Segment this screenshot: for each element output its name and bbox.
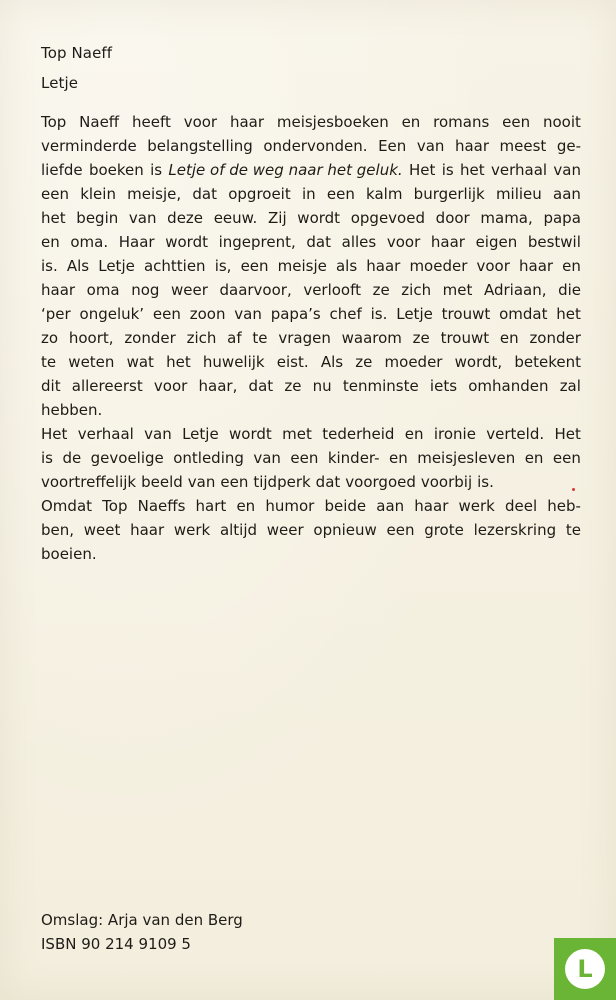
blurb-word: trouwt (441, 305, 491, 323)
blurb-word: van (553, 161, 581, 179)
blurb-word: en (499, 329, 519, 347)
blurb-word: Omdat (41, 497, 93, 515)
blurb-word: van (234, 305, 262, 323)
blurb-word: het (460, 161, 485, 179)
watermark-circle (565, 949, 605, 989)
blurb-word: is (441, 161, 454, 179)
blurb-word: haar (414, 497, 449, 515)
blurb-word: een (152, 305, 181, 323)
blurb-word: omhanden (468, 377, 549, 395)
blurb-word: is. (370, 305, 388, 323)
author-name: Top Naeff (41, 44, 113, 62)
blurb-word: Een (378, 137, 407, 155)
blurb-word: van (144, 425, 172, 443)
blurb-word: te (252, 329, 268, 347)
blurb-word: een (552, 449, 581, 467)
blurb-word: voor (183, 113, 218, 131)
blurb-word: deel (505, 497, 538, 515)
blurb-word: heb- (547, 497, 581, 515)
blurb-line (41, 230, 581, 254)
blurb-word: haar (366, 257, 401, 275)
blurb-word: door (435, 209, 470, 227)
blurb-word: ‘per (41, 305, 71, 323)
blurb-word: kalm (366, 185, 403, 203)
blurb-word: en (404, 425, 424, 443)
blurb-line (41, 278, 581, 302)
blurb-word: haar (430, 233, 465, 251)
blurb-word: omdat (499, 305, 548, 323)
blurb-word: Naeff (79, 113, 120, 131)
blurb-line (41, 326, 581, 350)
book-title: Letje (41, 74, 79, 92)
blurb-word: in (301, 185, 316, 203)
blurb-word: ge- (556, 137, 581, 155)
blurb-word: verhaal (77, 425, 134, 443)
blurb-word: met (442, 281, 473, 299)
colophon (41, 908, 243, 956)
blurb-word: als (335, 257, 358, 275)
blurb-word: mama, (480, 209, 533, 227)
blurb-text (41, 110, 581, 566)
blurb-word: daarvoor, (219, 281, 292, 299)
blurb-line (41, 110, 581, 134)
blurb-word: werk (173, 521, 211, 539)
blurb-word: dat (306, 233, 332, 251)
blurb-word: een (502, 113, 531, 131)
blurb-word: weer (171, 281, 208, 299)
blurb-word: wordt (165, 233, 208, 251)
blurb-word: voorbij (420, 473, 473, 491)
blurb-word: en (41, 233, 60, 251)
blurb-word: klein (80, 185, 116, 203)
blurb-line (41, 134, 581, 158)
blurb-word: een (240, 257, 269, 275)
blurb-word: te (41, 353, 57, 371)
blurb-word: liefde (41, 161, 83, 179)
blurb-word: trouwt (440, 329, 490, 347)
blurb-word: Letje (98, 257, 135, 275)
blurb-word: ze (355, 353, 373, 371)
blurb-line (41, 254, 581, 278)
blurb-word: een (326, 185, 355, 203)
blurb-word: een (220, 473, 249, 491)
blurb-word: Top (102, 497, 128, 515)
blurb-word: dat (192, 185, 217, 203)
blurb-word: een (386, 521, 415, 539)
blurb-word: van (253, 449, 281, 467)
blurb-word: ze (284, 377, 302, 395)
blurb-word: Zij (268, 209, 287, 227)
blurb-word: oma. (70, 233, 109, 251)
blurb-word: meisjesleven (417, 449, 516, 467)
blurb-line (41, 470, 581, 494)
blurb-word: papa’s (270, 305, 321, 323)
blurb-word: verteld. (486, 425, 545, 443)
blurb-word: dat (248, 377, 274, 395)
blurb-word: ironie (433, 425, 476, 443)
blurb-word: opgevoed (350, 209, 425, 227)
cover-credit: Omslag: Arja van den Berg (41, 911, 243, 929)
blurb-word: meisje (277, 257, 327, 275)
blurb-word: voorgoed (345, 473, 416, 491)
blurb-word: de (62, 449, 82, 467)
blurb-word: Als (320, 353, 344, 371)
blurb-word: en (524, 449, 544, 467)
blurb-word: een (41, 185, 69, 203)
blurb-word: belangstelling (147, 137, 253, 155)
blurb-word: begin (76, 209, 119, 227)
blurb-line (41, 446, 581, 470)
blurb-word: eist. (276, 353, 309, 371)
blurb-word: haar (454, 137, 489, 155)
blurb-word: tenminste (342, 377, 419, 395)
blurb-word: gevoelige (90, 449, 164, 467)
blurb-word: wordt, (454, 353, 503, 371)
blurb-word: voortreffelijk (41, 473, 137, 491)
blurb-word: voor (153, 377, 188, 395)
blurb-word: wordt (297, 209, 341, 227)
blurb-word: weten (68, 353, 115, 371)
blurb-word: haar (519, 257, 554, 275)
blurb-line (41, 302, 581, 326)
blurb-line (41, 182, 581, 206)
blurb-word: een (290, 449, 319, 467)
site-watermark-logo (554, 938, 616, 1000)
blurb-word: altijd (219, 521, 258, 539)
blurb-word: van (128, 209, 157, 227)
blurb-word: is. (41, 257, 58, 275)
blurb-line (41, 494, 581, 518)
blurb-word: opnieuw (313, 521, 377, 539)
blurb-word: grote (424, 521, 464, 539)
print-speck (572, 488, 575, 491)
blurb-word: chef (329, 305, 362, 323)
blurb-word: verhaal (490, 161, 548, 179)
blurb-word: Het (554, 425, 581, 443)
blurb-word: haar (41, 281, 76, 299)
blurb-word: papa (543, 209, 581, 227)
blurb-word: humor (265, 497, 315, 515)
blurb-word: weet (83, 521, 121, 539)
blurb-word: ingeprent, (218, 233, 296, 251)
blurb-word: oma (86, 281, 120, 299)
blurb-word: bestwil (527, 233, 581, 251)
blurb-word: vragen (278, 329, 331, 347)
watermark-glyph: L (577, 955, 593, 983)
blurb-word: waarom (341, 329, 402, 347)
blurb-word: zonder (124, 329, 176, 347)
blurb-word: af (227, 329, 242, 347)
blurb-word: iets (429, 377, 458, 395)
blurb-word: meisjesboeken (276, 113, 389, 131)
blurb-word: ongeluk’ (79, 305, 145, 323)
blurb-line (41, 422, 581, 446)
blurb-word: Adriaan, (483, 281, 547, 299)
blurb-word: zich (401, 281, 432, 299)
blurb-word: beeld (141, 473, 183, 491)
blurb-word: haar (130, 521, 165, 539)
blurb-word: en (401, 113, 421, 131)
blurb-word: Het (41, 425, 68, 443)
blurb-line (41, 374, 581, 398)
blurb-line (41, 398, 581, 422)
blurb-word: het (41, 209, 66, 227)
blurb-word: Als (66, 257, 90, 275)
blurb-word: zonder (529, 329, 581, 347)
blurb-word: van (416, 137, 445, 155)
blurb-word: achttien (143, 257, 206, 275)
blurb-word: dat (315, 473, 341, 491)
blurb-word: lezerskring (473, 521, 557, 539)
blurb-word: meest (499, 137, 547, 155)
blurb-word: Letje (182, 425, 219, 443)
blurb-word: ondervonden. (263, 137, 368, 155)
blurb-word: boeken (88, 161, 144, 179)
blurb-word: ontleding (173, 449, 244, 467)
blurb-word: aan (553, 185, 581, 203)
blurb-word: Het (409, 161, 436, 179)
blurb-word: Haar (118, 233, 155, 251)
blurb-word: zich (186, 329, 217, 347)
blurb-word: en (389, 449, 408, 467)
blurb-word: voor (476, 257, 510, 275)
blurb-word: huwelijk (202, 353, 265, 371)
blurb-word: verlooft (303, 281, 362, 299)
blurb-word: van (187, 473, 216, 491)
blurb-word: wat (126, 353, 154, 371)
blurb-word: het (556, 305, 581, 323)
book-title-italic: Letje of de weg naar het geluk. (168, 161, 403, 179)
blurb-word: nog (131, 281, 160, 299)
blurb-word: boeien. (41, 545, 97, 563)
blurb-word: haar, (198, 377, 238, 395)
blurb-word: Top (41, 113, 67, 131)
blurb-word: ben, (41, 521, 75, 539)
blurb-word: ze (372, 281, 390, 299)
blurb-word: heeft (131, 113, 171, 131)
blurb-word: werk (458, 497, 495, 515)
blurb-word: en (562, 257, 581, 275)
blurb-word: is, (214, 257, 232, 275)
blurb-word: deze (167, 209, 204, 227)
blurb-word: aan (376, 497, 405, 515)
blurb-word: is (41, 449, 53, 467)
blurb-word: zo (41, 329, 59, 347)
blurb-word: is (150, 161, 163, 179)
blurb-word: die (558, 281, 581, 299)
blurb-word: tijdperk (253, 473, 311, 491)
blurb-word: beide (324, 497, 367, 515)
blurb-line (41, 158, 581, 182)
blurb-word: weer (266, 521, 304, 539)
book-header (41, 38, 112, 98)
blurb-line (41, 350, 581, 374)
blurb-word: verminderde (41, 137, 137, 155)
blurb-word: Letje (396, 305, 433, 323)
blurb-word: wordt (229, 425, 272, 443)
blurb-line (41, 542, 581, 566)
blurb-word: ze (412, 329, 430, 347)
blurb-word: voor (386, 233, 421, 251)
blurb-word: met (282, 425, 312, 443)
blurb-word: moeder (384, 353, 443, 371)
isbn-number: ISBN 90 214 9109 5 (41, 935, 191, 953)
blurb-word: betekent (514, 353, 581, 371)
blurb-word: is. (477, 473, 494, 491)
blurb-word: tederheid (322, 425, 395, 443)
blurb-word: nu (312, 377, 332, 395)
blurb-word: eeuw. (213, 209, 258, 227)
blurb-word: opgroeit (228, 185, 291, 203)
blurb-word: zoon (189, 305, 226, 323)
blurb-word: milieu (495, 185, 542, 203)
blurb-word: moeder (409, 257, 468, 275)
blurb-word: alles (341, 233, 377, 251)
blurb-word: burgerlijk (413, 185, 485, 203)
blurb-word: dit (41, 377, 61, 395)
blurb-word: romans (433, 113, 490, 131)
blurb-word: het (166, 353, 191, 371)
blurb-word: en (236, 497, 256, 515)
blurb-word: hoort, (68, 329, 114, 347)
blurb-line (41, 518, 581, 542)
blurb-word: eigen (475, 233, 518, 251)
blurb-word: allereerst (71, 377, 143, 395)
blurb-word: kinder- (327, 449, 380, 467)
blurb-word: te (565, 521, 581, 539)
blurb-word: zal (559, 377, 581, 395)
blurb-line (41, 206, 581, 230)
blurb-word: nooit (542, 113, 581, 131)
blurb-word: hart (195, 497, 227, 515)
blurb-word: meisje, (127, 185, 182, 203)
blurb-word: hebben. (41, 401, 103, 419)
blurb-word: Naeffs (137, 497, 186, 515)
blurb-word: haar (229, 113, 265, 131)
